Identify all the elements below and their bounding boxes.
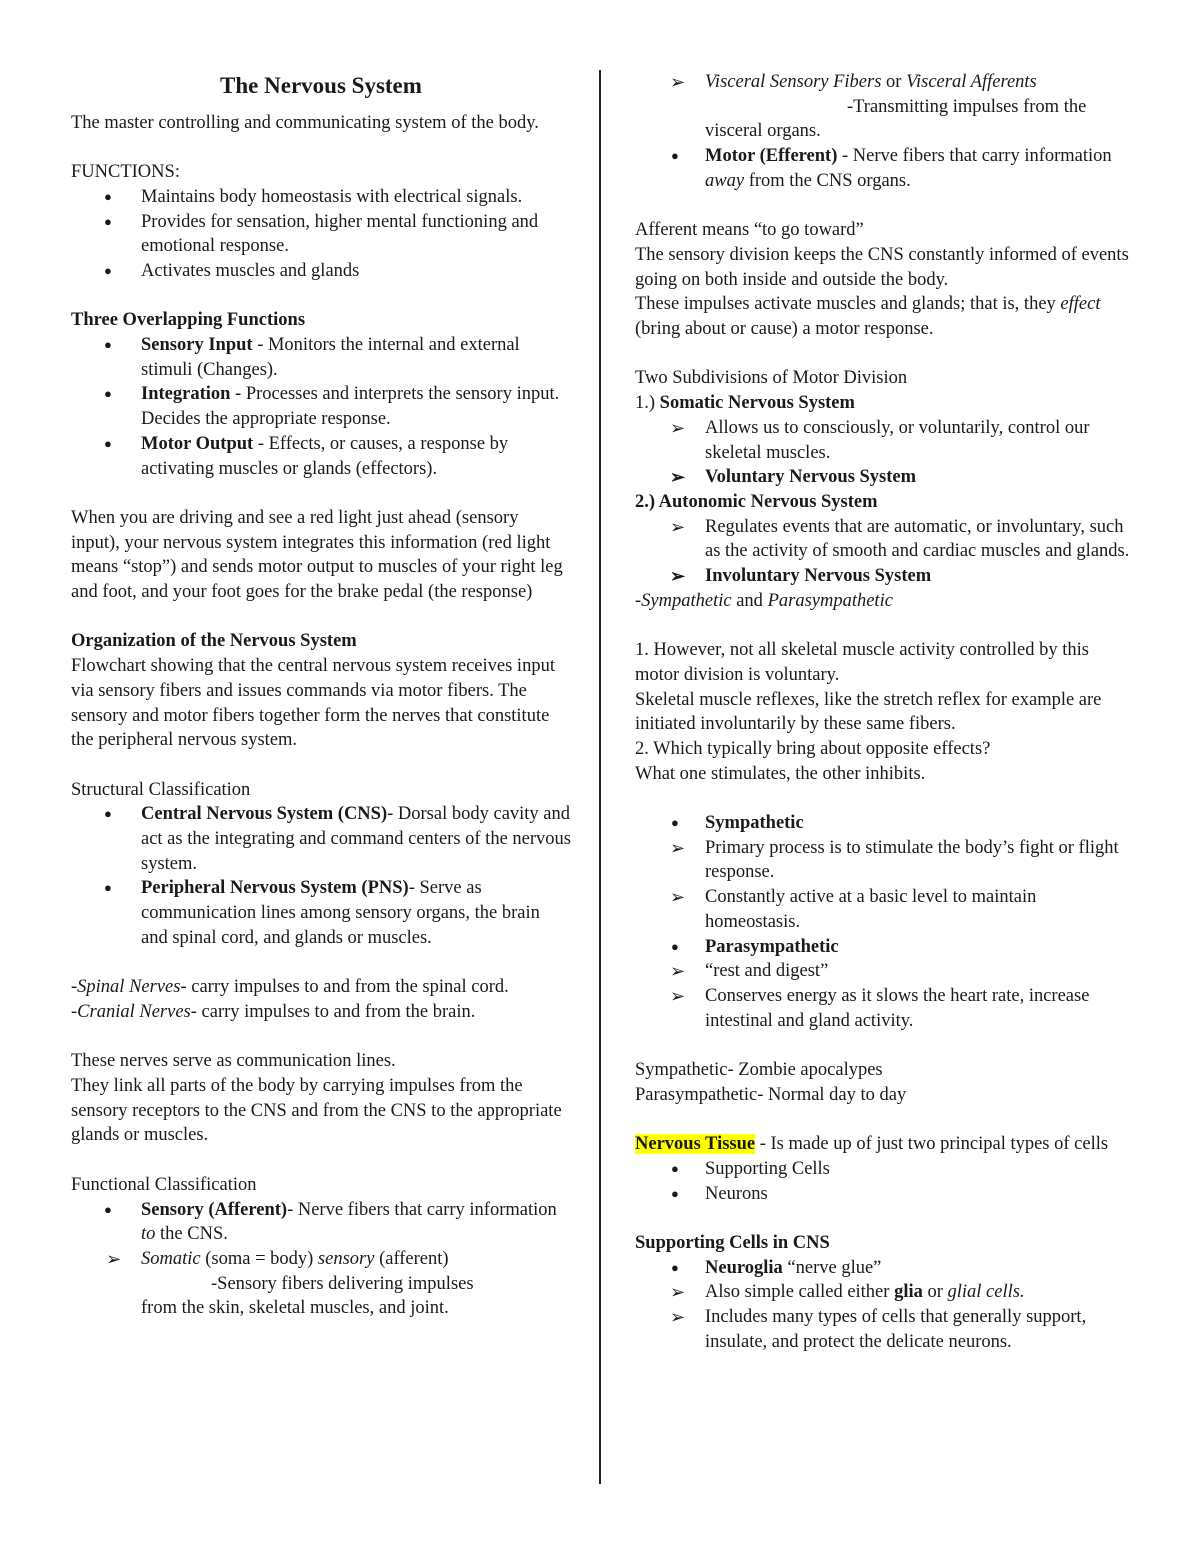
functions-list: [71, 185, 571, 284]
list-item: ● Sympathetic: [635, 811, 1135, 836]
note-3: 2. Which typically bring about opposite effects?: [635, 738, 991, 759]
left-column: [71, 70, 571, 1321]
supporting-heading: Supporting Cells in CNS: [635, 1232, 830, 1253]
spinal-nerves: -Spinal Nerves- carry impulses to and from the spinal cord.: [71, 977, 509, 998]
page-title: The Nervous System: [220, 73, 422, 98]
org-heading: Organization of the Nervous System: [71, 631, 357, 652]
list-item: ● Integration - Processes and interprets the sensory input. Decides the appropriate response.: [71, 382, 571, 431]
intro-text: The master controlling and communicating system of the body.: [71, 112, 539, 133]
comm-line-1: These nerves serve as communication lines.: [71, 1051, 396, 1072]
somatic-ns-heading: 1.) Somatic Nervous System: [635, 393, 855, 414]
list-item: ● Supporting Cells: [635, 1157, 1135, 1182]
list-item: ● Neuroglia “nerve glue”: [635, 1256, 1135, 1281]
comm-line-2: They link all parts of the body by carrying impulses from the sensory receptors to the CNS and from the CNS to the appropriate glands or muscles.: [71, 1076, 562, 1146]
visceral-line-2: -Transmitting impulses from the: [847, 96, 1087, 117]
list-item: ● Motor Output - Effects, or causes, a response by activating muscles or glands (effectors).: [71, 432, 571, 481]
org-text: Flowchart showing that the central nervous system receives input via sensory fibers and issues commands via motor fibers. The sensory and motor fibers together form the nerves that constitute the peripheral nervous system.: [71, 656, 555, 751]
list-item: ➢ Somatic (soma = body) sensory (afferent): [71, 1247, 571, 1272]
list-item: ● Central Nervous System (CNS)- Dorsal body cavity and act as the integrating and command centers of the nervous system.: [71, 802, 571, 876]
list-item: ● Peripheral Nervous System (PNS)- Serve as communication lines among sensory organs, the brain and spinal cord, and glands or muscles.: [71, 876, 571, 950]
list-item: ➢ Involuntary Nervous System: [635, 564, 1135, 589]
list-item: ➢ Constantly active at a basic level to maintain homeostasis.: [635, 885, 1135, 934]
impulses-text: These impulses activate muscles and glands; that is, they effect (bring about or cause) a motor response.: [635, 294, 1101, 340]
functional-list: [71, 1198, 571, 1272]
cranial-nerves: -Cranial Nerves- carry impulses to and from the brain.: [71, 1001, 476, 1022]
note-2: Skeletal muscle reflexes, like the stretch reflex for example are initiated involuntarily by these same fibers.: [635, 689, 1102, 735]
right-column: [635, 70, 1135, 1354]
autonomic-heading: 2.) Autonomic Nervous System: [635, 491, 878, 512]
zombie-line: Sympathetic- Zombie apocalypes: [635, 1060, 883, 1081]
functional-label: Functional Classification: [71, 1174, 257, 1195]
two-subdivisions: Two Subdivisions of Motor Division: [635, 368, 908, 389]
list-item: ➢ Also simple called either glia or glial cells.: [635, 1280, 1135, 1305]
functions-label: FUNCTIONS:: [71, 162, 180, 183]
somatic-ns-list: [635, 416, 1135, 490]
list-item: ● Parasympathetic: [635, 935, 1135, 960]
structural-list: [71, 802, 571, 950]
sensory-division: The sensory division keeps the CNS constantly informed of events going on both inside and outside the body.: [635, 244, 1129, 290]
driving-example: When you are driving and see a red light just ahead (sensory input), your nervous system integrates this information (red light means “stop”) and sends motor output to muscles of your right leg and foot, and your foot goes for the brake pedal (the response): [71, 507, 563, 603]
somatic-line-2: -Sensory fibers delivering impulses: [211, 1273, 474, 1294]
somatic-line-3: from the skin, skeletal muscles, and joint.: [141, 1298, 449, 1319]
visceral-list: [635, 70, 1135, 95]
afferent-means: Afferent means “to go toward”: [635, 220, 864, 241]
symp-para-line: -Sympathetic and Parasympathetic: [635, 590, 893, 611]
list-item: ➢ Voluntary Nervous System: [635, 465, 1135, 490]
list-item: ● Sensory Input - Monitors the internal and external stimuli (Changes).: [71, 333, 571, 382]
list-item: ➢ Includes many types of cells that generally support, insulate, and protect the delicate neurons.: [635, 1305, 1135, 1354]
normal-line: Parasympathetic- Normal day to day: [635, 1084, 907, 1105]
list-item: ● Sensory (Afferent)- Nerve fibers that carry information to the CNS.: [71, 1198, 571, 1247]
column-divider: [599, 70, 601, 1484]
list-item: ➢ “rest and digest”: [635, 959, 1135, 984]
list-item: ➢ Allows us to consciously, or voluntarily, control our skeletal muscles.: [635, 416, 1135, 465]
note-4: What one stimulates, the other inhibits.: [635, 763, 926, 784]
list-item: ➢ Conserves energy as it slows the heart rate, increase intestinal and gland activity.: [635, 984, 1135, 1033]
note-1: 1. However, not all skeletal muscle activity controlled by this motor division is voluntary.: [635, 640, 1089, 685]
visceral-line-3: visceral organs.: [705, 121, 821, 142]
list-item: ➢ Visceral Sensory Fibers or Visceral Afferents: [635, 70, 1135, 95]
list-item: ➢ Primary process is to stimulate the body’s fight or flight response.: [635, 836, 1135, 885]
overlap-list: [71, 333, 571, 481]
symp-list: [635, 811, 1135, 1033]
autonomic-list: [635, 515, 1135, 589]
list-item: ➢ Regulates events that are automatic, or involuntary, such as the activity of smooth and cardiac muscles and glands.: [635, 515, 1135, 564]
list-item: ● Provides for sensation, higher mental functioning and emotional response.: [71, 210, 571, 259]
overlap-heading: Three Overlapping Functions: [71, 310, 306, 331]
list-item: ● Neurons: [635, 1182, 1135, 1207]
highlighted-term: Nervous Tissue: [635, 1134, 756, 1155]
list-item: ● Activates muscles and glands: [71, 259, 571, 284]
structural-label: Structural Classification: [71, 779, 251, 800]
list-item: ● Motor (Efferent) - Nerve fibers that carry information away from the CNS organs.: [635, 144, 1135, 193]
supporting-list: [635, 1256, 1135, 1355]
nervous-tissue-text: Nervous Tissue - Is made up of just two principal types of cells: [635, 1134, 1109, 1155]
list-item: ● Maintains body homeostasis with electrical signals.: [71, 185, 571, 210]
motor-list: [635, 144, 1135, 193]
tissue-list: [635, 1157, 1135, 1206]
